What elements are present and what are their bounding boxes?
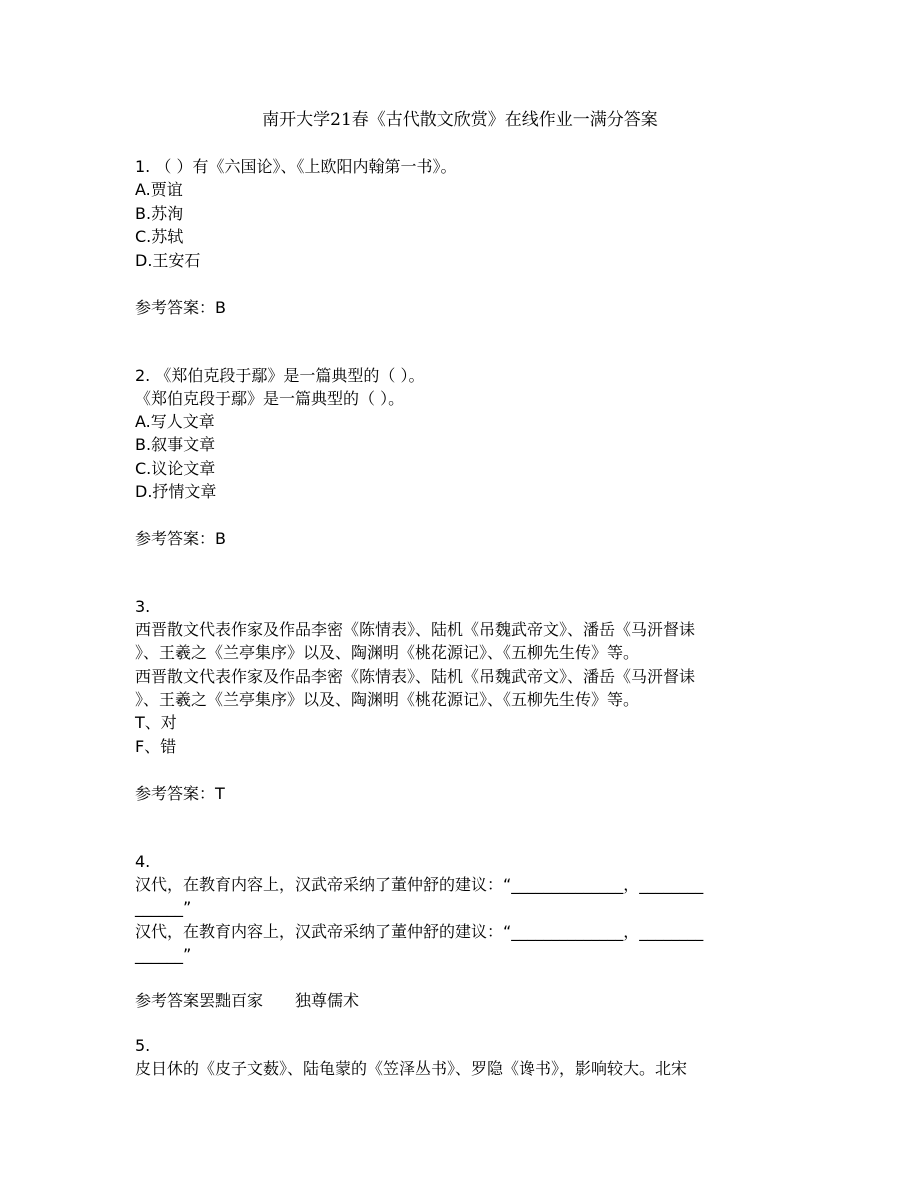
q2-stem-1: 2. 《郑伯克段于鄢》是一篇典型的（ ）。 — [135, 366, 425, 385]
q1-option-b: B.苏洵 — [135, 204, 184, 223]
q1-option-d: D.王安石 — [135, 251, 201, 270]
q3-option-f: F、错 — [135, 737, 177, 756]
q2-option-a: A.写人文章 — [135, 412, 215, 431]
q1-option-a: A.贾谊 — [135, 180, 183, 199]
q5-stem-1: 皮日休的《皮子文薮》、陆龟蒙的《笠泽丛书》、罗隐《谗书》，影响较大。北宋 — [135, 1059, 688, 1078]
q4-stem-4: ______” — [135, 945, 192, 964]
q4-number: 4. — [135, 852, 151, 871]
q4-stem-2: ______” — [135, 898, 192, 917]
q2-answer: 参考答案：B — [135, 529, 226, 548]
q1-option-c: C.苏轼 — [135, 227, 184, 246]
q1-answer: 参考答案：B — [135, 298, 226, 317]
q3-stem-4: 》、王羲之《兰亭集序》以及、陶渊明《桃花源记》、《五柳先生传》等。 — [135, 690, 640, 709]
q2-option-d: D.抒情文章 — [135, 482, 217, 501]
q3-option-t: T、对 — [135, 713, 177, 732]
q3-answer: 参考答案：T — [135, 784, 225, 803]
q2-option-b: B.叙事文章 — [135, 435, 216, 454]
q4-answer: 参考答案罢黜百家 独尊儒术 — [135, 991, 360, 1010]
q3-stem-1: 西晋散文代表作家及作品李密《陈情表》、陆机《吊魏武帝文》、潘岳《马汧督诔 — [135, 620, 696, 639]
q2-option-c: C.议论文章 — [135, 459, 216, 478]
q5-number: 5. — [135, 1036, 151, 1055]
q1-stem: 1. （ ）有《六国论》、《上欧阳内翰第一书》。 — [135, 157, 457, 176]
q3-stem-2: 》、王羲之《兰亭集序》以及、陶渊明《桃花源记》、《五柳先生传》等。 — [135, 643, 640, 662]
q2-stem-2: 《郑伯克段于鄢》是一篇典型的（ ）。 — [135, 389, 405, 408]
q4-stem-1: 汉代，在教育内容上，汉武帝采纳了董仲舒的建议：“______________，________ — [135, 875, 704, 894]
q3-number: 3. — [135, 597, 151, 616]
q3-stem-3: 西晋散文代表作家及作品李密《陈情表》、陆机《吊魏武帝文》、潘岳《马汧督诔 — [135, 667, 696, 686]
q4-stem-3: 汉代，在教育内容上，汉武帝采纳了董仲舒的建议：“______________，________ — [135, 922, 704, 941]
page-title: 南开大学21春《古代散文欣赏》在线作业一满分答案 — [262, 110, 658, 130]
